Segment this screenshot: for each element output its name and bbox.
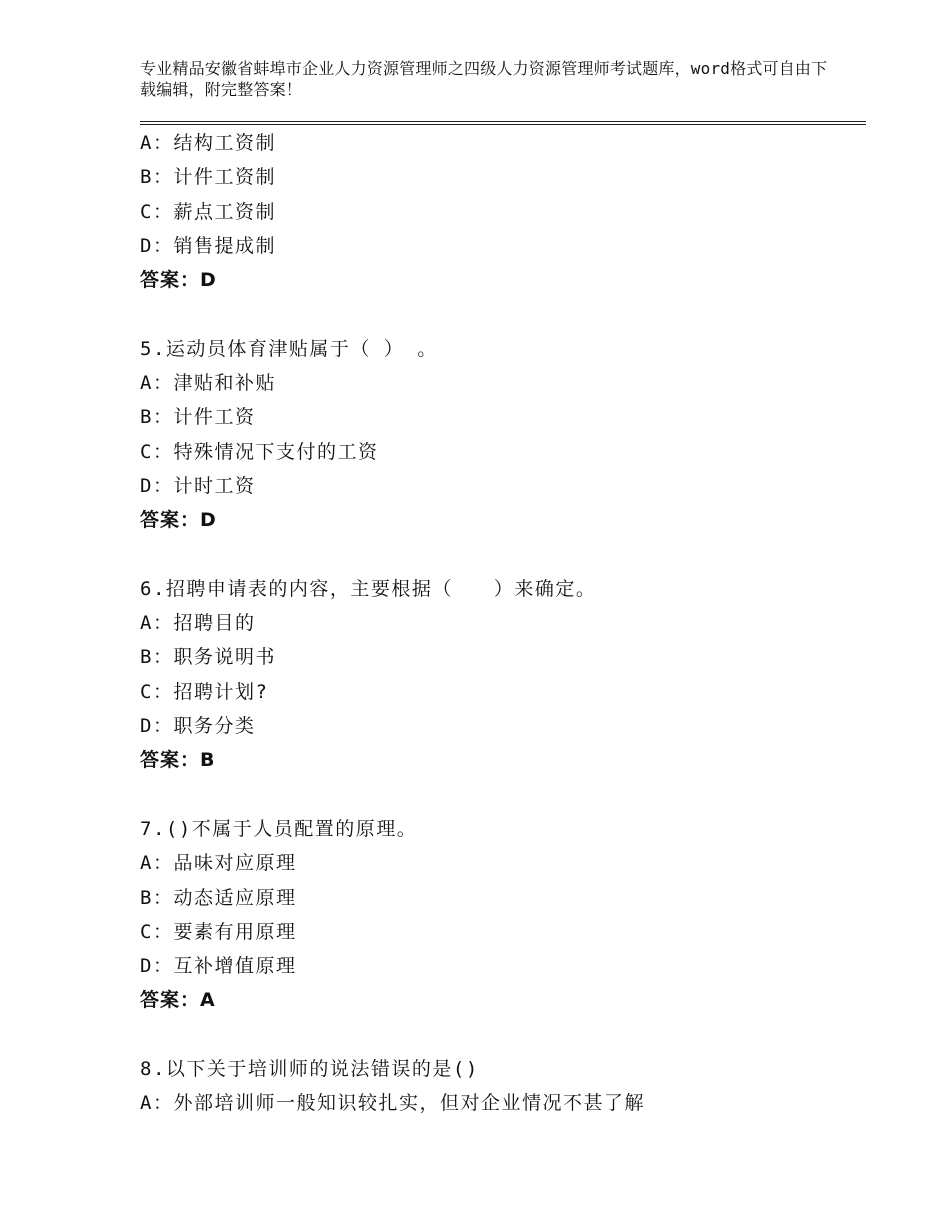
option-b: B：计件工资 <box>140 406 256 429</box>
option-c: C：薪点工资制 <box>140 200 276 223</box>
answer: 答案：A <box>140 989 216 1012</box>
document-header: 专业精品安徽省蚌埠市企业人力资源管理师之四级人力资源管理师考试题库，word格式可自由下载编辑，附完整答案！ <box>140 59 828 99</box>
question-block <box>140 126 860 297</box>
answer: 答案：D <box>140 509 217 532</box>
question-block <box>140 332 860 538</box>
option-d: D：互补增值原理 <box>140 955 297 978</box>
option-b: B：职务说明书 <box>140 646 276 669</box>
question-text: 8.以下关于培训师的说法错误的是() <box>140 1058 479 1081</box>
option-d: D：职务分类 <box>140 715 256 738</box>
option-a: A：津贴和补贴 <box>140 372 276 395</box>
spacer <box>140 778 860 812</box>
header-rule-thin <box>140 124 866 125</box>
option-a: A：结构工资制 <box>140 132 276 154</box>
header-rule-thick <box>140 121 866 122</box>
option-b: B：动态适应原理 <box>140 886 297 909</box>
option-c: C：要素有用原理 <box>140 920 297 943</box>
option-d: D：销售提成制 <box>140 234 276 257</box>
answer: 答案：D <box>140 269 217 292</box>
option-b: B：计件工资制 <box>140 166 276 189</box>
spacer <box>140 297 860 331</box>
option-c: C：招聘计划? <box>140 680 269 703</box>
option-a: A：外部培训师一般知识较扎实，但对企业情况不甚了解 <box>140 1092 645 1115</box>
option-d: D：计时工资 <box>140 474 256 497</box>
question-text: 6.招聘申请表的内容，主要根据（ ）来确定。 <box>140 577 597 600</box>
answer: 答案：B <box>140 749 216 772</box>
question-text: 5.运动员体育津贴属于（ ） 。 <box>140 337 438 360</box>
question-text: 7.()不属于人员配置的原理。 <box>140 817 418 840</box>
option-c: C：特殊情况下支付的工资 <box>140 440 379 463</box>
option-a: A：招聘目的 <box>140 612 256 635</box>
option-a: A：品味对应原理 <box>140 852 297 875</box>
spacer <box>140 538 860 572</box>
question-block <box>140 1052 860 1121</box>
question-block <box>140 572 860 778</box>
question-list <box>140 126 860 1121</box>
question-block <box>140 812 860 1018</box>
spacer <box>140 1018 860 1052</box>
